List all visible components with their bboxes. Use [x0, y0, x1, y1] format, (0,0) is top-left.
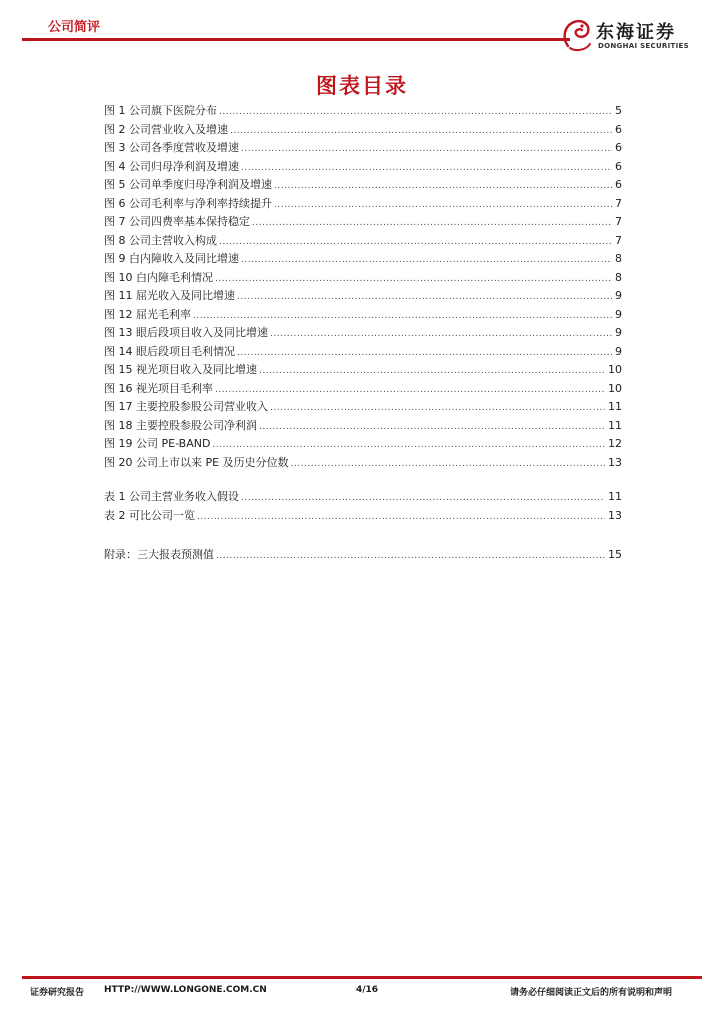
company-logo: [560, 16, 710, 56]
table-entry-label: 表 2 可比公司一览: [104, 508, 195, 522]
figure-entry-label: 图 10 白内障毛利情况: [104, 270, 213, 284]
figure-entry-page-number: 6: [615, 122, 622, 136]
figure-entry[interactable]: [104, 435, 622, 454]
logo-chinese-name: 东海证券: [596, 22, 676, 43]
leader-dots: [197, 508, 605, 527]
figure-entry-page-number: 11: [608, 400, 622, 413]
figure-entry-page-number: 10: [608, 381, 622, 395]
figure-entry[interactable]: [104, 102, 622, 121]
figure-entry[interactable]: [104, 324, 622, 343]
figure-entry-label: 图 3 公司各季度营收及增速: [104, 141, 239, 154]
figure-entry[interactable]: [104, 380, 622, 399]
table-entry[interactable]: [104, 488, 622, 507]
figure-entry[interactable]: [104, 121, 622, 140]
figure-entry-label: 图 5 公司单季度归母净利润及增速: [104, 178, 272, 191]
footer-divider: [22, 976, 702, 979]
figure-entry-page-number: 9: [615, 344, 622, 358]
figure-entry-page-number: 6: [615, 178, 622, 191]
footer-disclaimer: 请务必仔细阅读正文后的所有说明和声明: [510, 988, 673, 998]
figure-entry-page-number: 6: [615, 159, 622, 173]
figure-entry[interactable]: [104, 176, 622, 195]
figure-entry[interactable]: [104, 232, 622, 251]
figure-entry-label: 图 11 屈光收入及同比增速: [104, 289, 235, 302]
table-entry-label: 表 1 公司主营业务收入假设: [104, 490, 239, 503]
leader-dots: [259, 362, 605, 381]
figure-entry-page-number: 7: [615, 196, 622, 210]
leader-dots: [212, 436, 605, 455]
figure-entry[interactable]: [104, 213, 622, 232]
leader-dots: [193, 307, 612, 326]
leader-dots: [274, 196, 612, 215]
figure-entry[interactable]: [104, 306, 622, 325]
figure-entry[interactable]: [104, 361, 622, 380]
leader-dots: [270, 399, 605, 418]
figure-entry[interactable]: [104, 250, 622, 269]
figure-entry-label: 图 9 白内障收入及同比增速: [104, 252, 239, 265]
figure-entry-page-number: 10: [608, 363, 622, 376]
leader-dots: [241, 159, 612, 178]
leader-dots: [291, 455, 605, 474]
figure-entry-label: 图 7 公司四费率基本保持稳定: [104, 215, 250, 228]
appendix-entry-page-number: 15: [608, 548, 622, 561]
figure-entry-label: 图 12 屈光毛利率: [104, 307, 191, 321]
figure-entry[interactable]: [104, 417, 622, 436]
figure-entry[interactable]: [104, 269, 622, 288]
figure-entry[interactable]: [104, 343, 622, 362]
footer-report-label: 证券研究报告: [30, 988, 85, 998]
appendix-list: [104, 546, 622, 565]
figure-entry[interactable]: [104, 158, 622, 177]
footer-website-link[interactable]: HTTP://WWW.LONGONE.COM.CN: [104, 985, 267, 995]
figure-entry-page-number: 8: [615, 270, 622, 284]
footer-page-number: 4/16: [356, 985, 379, 995]
dragon-logo-icon: [560, 16, 594, 54]
page-title: 图表目录: [316, 74, 408, 98]
figure-entry-label: 图 4 公司归母净利润及增速: [104, 159, 239, 173]
logo-english-name: DONGHAI SECURITIES: [598, 42, 689, 50]
figure-entry-label: 图 17 主要控股参股公司营业收入: [104, 400, 268, 413]
leader-dots: [241, 489, 605, 508]
figure-entry-label: 图 8 公司主营收入构成: [104, 233, 217, 247]
figure-entry-page-number: 7: [615, 233, 622, 247]
figure-entry-label: 图 6 公司毛利率与净利率持续提升: [104, 196, 272, 210]
figure-entry-page-number: 6: [615, 141, 622, 154]
figure-entry-label: 图 19 公司 PE-BAND: [104, 437, 211, 450]
figure-entry-label: 图 16 视光项目毛利率: [104, 381, 213, 395]
figure-entry-label: 图 1 公司旗下医院分布: [104, 104, 217, 117]
leader-dots: [259, 418, 605, 437]
figure-entry[interactable]: [104, 195, 622, 214]
figure-entry-label: 图 15 视光项目收入及同比增速: [104, 363, 257, 376]
leader-dots: [241, 251, 612, 270]
figure-entry[interactable]: [104, 454, 622, 473]
header-divider: [22, 38, 570, 41]
figure-entry-label: 图 2 公司营业收入及增速: [104, 122, 228, 136]
leader-dots: [241, 140, 612, 159]
appendix-entry-label: 附录：三大报表预测值: [104, 548, 214, 561]
figure-entry-page-number: 12: [608, 437, 622, 450]
figure-entry[interactable]: [104, 139, 622, 158]
figure-entry-label: 图 18 主要控股参股公司净利润: [104, 418, 257, 432]
leader-dots: [252, 214, 612, 233]
table-list: [104, 488, 622, 525]
figure-entry-label: 图 13 眼后段项目收入及同比增速: [104, 326, 268, 339]
figure-entry-page-number: 8: [615, 252, 622, 265]
leader-dots: [237, 288, 612, 307]
leader-dots: [216, 547, 605, 566]
leader-dots: [230, 122, 612, 141]
figure-entry-label: 图 20 公司上市以来 PE 及历史分位数: [104, 455, 289, 469]
figure-entry-page-number: 11: [608, 418, 622, 432]
figure-entry-page-number: 9: [615, 326, 622, 339]
report-type-label: 公司简评: [48, 20, 101, 35]
figure-entry-page-number: 5: [615, 104, 622, 117]
leader-dots: [237, 344, 612, 363]
figure-entry[interactable]: [104, 287, 622, 306]
appendix-entry[interactable]: [104, 546, 622, 565]
table-entry-page-number: 13: [608, 508, 622, 522]
table-entry[interactable]: [104, 507, 622, 526]
leader-dots: [219, 103, 612, 122]
figure-entry-page-number: 9: [615, 307, 622, 321]
leader-dots: [215, 381, 605, 400]
figure-entry-page-number: 13: [608, 455, 622, 469]
figure-list: [104, 102, 622, 472]
leader-dots: [219, 233, 612, 252]
figure-entry-page-number: 7: [615, 215, 622, 228]
figure-entry-label: 图 14 眼后段项目毛利情况: [104, 344, 235, 358]
leader-dots: [215, 270, 612, 289]
table-entry-page-number: 11: [608, 490, 622, 503]
figure-entry[interactable]: [104, 398, 622, 417]
leader-dots: [270, 325, 612, 344]
figure-entry-page-number: 9: [615, 289, 622, 302]
leader-dots: [274, 177, 612, 196]
